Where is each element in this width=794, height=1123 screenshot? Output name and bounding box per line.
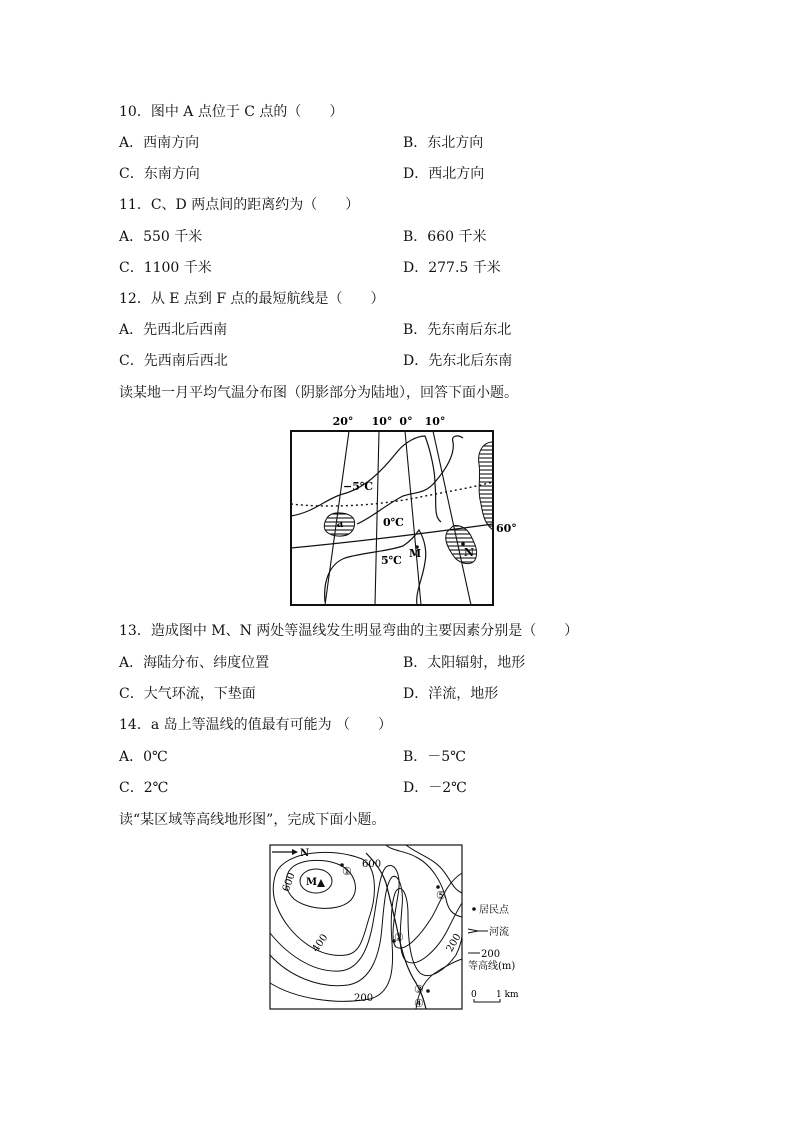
isotherm-map bbox=[285, 412, 517, 609]
q13-option-b[interactable]: B．太阳辐射，地形 bbox=[403, 655, 526, 671]
lat-label-60: 60° bbox=[496, 522, 517, 535]
contour-label-600-left: 600 bbox=[280, 871, 298, 894]
q13-option-a[interactable]: A．海陆分布、纬度位置 bbox=[119, 655, 270, 671]
question-14-stem: 14．a 岛上等温线的值最有可能为 （ ） bbox=[119, 717, 393, 733]
contour-label-200-bottom: 200 bbox=[354, 993, 374, 1004]
peak-triangle-icon bbox=[317, 879, 325, 887]
question-10-stem: 10．图中 A 点位于 C 点的（ ） bbox=[119, 104, 344, 120]
contour-line-e bbox=[406, 845, 462, 893]
eastern-land bbox=[479, 442, 493, 530]
q11-option-c[interactable]: C．1100 千米 bbox=[119, 260, 212, 276]
meridian-10w bbox=[375, 431, 379, 605]
site-label-5: ⑤ bbox=[436, 889, 446, 902]
legend-settlement: 居民点 bbox=[479, 905, 509, 916]
q14-option-b[interactable]: B．－5℃ bbox=[403, 749, 466, 765]
lon-label-10e: 10° bbox=[424, 415, 446, 428]
q13-option-c[interactable]: C．大气环流，下垫面 bbox=[119, 686, 256, 702]
question-12-stem: 12．从 E 点到 F 点的最短航线是（ ） bbox=[119, 291, 385, 307]
q14-option-a[interactable]: A．0℃ bbox=[119, 749, 168, 765]
q12-option-b[interactable]: B．先东南后东北 bbox=[403, 322, 512, 338]
peak-label-m: M bbox=[306, 877, 318, 888]
q11-option-d[interactable]: D．277.5 千米 bbox=[403, 260, 501, 276]
site-label-2: ② bbox=[394, 931, 404, 944]
legend-river-icon bbox=[468, 929, 488, 933]
north-label: N bbox=[300, 848, 310, 859]
lon-label-0: 0° bbox=[399, 415, 413, 428]
scale-unit: 1 km bbox=[496, 990, 519, 1000]
isotherm-minus5 bbox=[291, 436, 441, 522]
site-label-1: ① bbox=[342, 865, 352, 878]
q11-option-a[interactable]: A．550 千米 bbox=[119, 229, 203, 245]
q10-option-d[interactable]: D．西北方向 bbox=[403, 166, 485, 182]
point-label-a: a bbox=[336, 519, 344, 530]
site-label-4: ④ bbox=[414, 997, 424, 1010]
contour-label-200-right: 200 bbox=[444, 931, 464, 954]
legend-contour-value: 200 bbox=[481, 949, 501, 960]
contour-label-400: 400 bbox=[310, 932, 331, 955]
intro-temperature-map: 读某地一月平均气温分布图（阴影部分为陆地），回答下面小题。 bbox=[119, 385, 518, 401]
iso-label-5: 5℃ bbox=[381, 554, 402, 567]
scale-zero: 0 bbox=[471, 990, 477, 1000]
intro-contour-map: 读“某区域等高线地形图”，完成下面小题。 bbox=[119, 812, 386, 828]
q12-option-d[interactable]: D．先东北后东南 bbox=[403, 353, 513, 369]
q11-option-b[interactable]: B．660 千米 bbox=[403, 229, 487, 245]
q14-option-d[interactable]: D．－2℃ bbox=[403, 780, 467, 796]
q10-option-a[interactable]: A．西南方向 bbox=[119, 135, 200, 151]
q10-option-b[interactable]: B．东北方向 bbox=[403, 135, 484, 151]
contour-line-c bbox=[270, 888, 462, 1001]
contour-map bbox=[266, 843, 528, 1013]
q14-option-c[interactable]: C．2℃ bbox=[119, 780, 169, 796]
legend-river: 河流 bbox=[489, 927, 509, 938]
lon-label-10w: 10° bbox=[371, 415, 393, 428]
contour-label-600-top: 600 bbox=[362, 859, 382, 870]
iso-label-minus5: −5℃ bbox=[343, 480, 374, 493]
point-label-n: N bbox=[464, 546, 475, 559]
meridian-0 bbox=[405, 431, 421, 605]
meridian-10e bbox=[433, 431, 471, 605]
site-label-3: ③ bbox=[414, 983, 424, 996]
legend-settlement-icon bbox=[472, 907, 476, 911]
point-label-m: M bbox=[409, 547, 422, 560]
q12-option-a[interactable]: A．先西北后西南 bbox=[119, 322, 228, 338]
q13-option-d[interactable]: D．洋流，地形 bbox=[403, 686, 499, 702]
settlement-dot-3 bbox=[426, 989, 430, 993]
question-11-stem: 11．C、D 两点间的距离约为（ ） bbox=[119, 197, 360, 213]
north-arrowhead-icon bbox=[292, 849, 298, 855]
contour-line-a bbox=[270, 865, 462, 971]
q10-option-c[interactable]: C．东南方向 bbox=[119, 166, 200, 182]
q12-option-c[interactable]: C．先西南后西北 bbox=[119, 353, 228, 369]
legend-contour: 等高线(m) bbox=[468, 961, 516, 972]
question-13-stem: 13．造成图中 M、N 两处等温线发生明显弯曲的主要因素分别是（ ） bbox=[119, 623, 579, 639]
lon-label-20: 20° bbox=[332, 415, 354, 428]
iso-label-0: 0℃ bbox=[383, 516, 404, 529]
contour-line-b bbox=[270, 876, 462, 985]
